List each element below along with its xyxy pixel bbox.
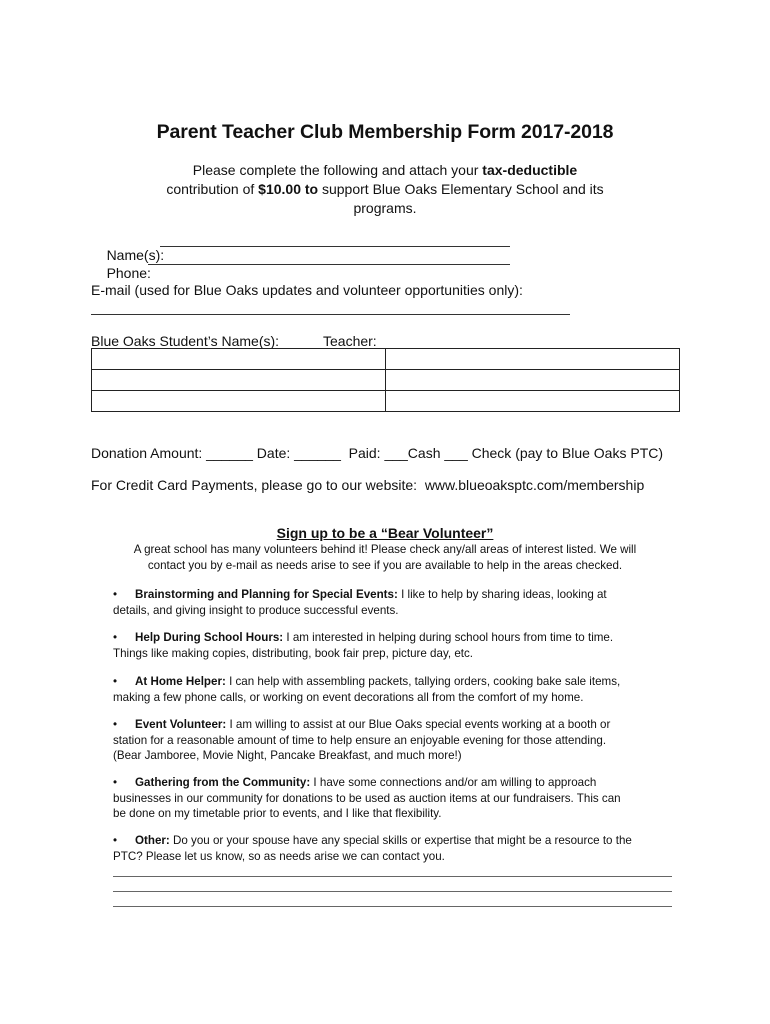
teacher-label: Teacher: (323, 333, 377, 349)
other-answer-line[interactable] (113, 906, 672, 907)
names-field[interactable] (160, 232, 510, 247)
volunteer-item-text: PTC? Please let us know, so as needs arise we can contact you. (113, 849, 445, 863)
volunteer-item-title: Brainstorming and Planning for Special Events: (135, 588, 398, 601)
volunteer-intro-line: A great school has many volunteers behind it! Please check any/all areas of interest listed. We will (133, 543, 637, 556)
teacher-cell[interactable] (386, 370, 680, 391)
intro-text: support Blue Oaks Elementary School and its (318, 181, 604, 197)
credit-card-line: For Credit Card Payments, please go to our website: www.blueoaksptc.com/membership (91, 477, 645, 493)
teacher-cell[interactable] (386, 391, 680, 412)
phone-field[interactable] (148, 250, 510, 265)
student-name-cell[interactable] (92, 370, 386, 391)
donation-line: Donation Amount: ______ Date: ______ Paid: ___Cash ___ Check (pay to Blue Oaks PTC) (91, 445, 664, 461)
volunteer-heading: Sign up to be a “Bear Volunteer” (276, 525, 494, 541)
form-title: Parent Teacher Club Membership Form 2017-2018 (156, 121, 614, 143)
table-row (92, 391, 680, 412)
bullet-icon: • (113, 675, 118, 688)
bullet-icon: • (113, 718, 118, 731)
phone-label: Phone: (106, 265, 151, 281)
student-name-cell[interactable] (92, 391, 386, 412)
names-label: Name(s): (106, 247, 165, 263)
volunteer-item-title: Gathering from the Community: (135, 776, 311, 789)
volunteer-item-title: Help During School Hours: (135, 631, 284, 644)
volunteer-item-event-volunteer[interactable] (113, 717, 683, 764)
volunteer-item-text: (Bear Jamboree, Movie Night, Pancake Breakfast, and much more!) (113, 749, 462, 762)
intro-text: programs. (353, 200, 417, 216)
bullet-icon: • (113, 588, 118, 601)
intro-text: contribution of (166, 181, 259, 197)
volunteer-item-title: Event Volunteer: (135, 718, 227, 731)
volunteer-item-text: I am willing to assist at our Blue Oaks special events working at a booth or (226, 718, 611, 731)
volunteer-item-text: station for a reasonable amount of time to help ensure an enjoyable evening for those attending. (113, 733, 607, 747)
volunteer-item-text: Do you or your spouse have any special skills or expertise that might be a resource to the (169, 834, 632, 847)
volunteer-item-text: be done on my timetable prior to events, and I like that flexibility. (113, 807, 442, 820)
table-row (92, 349, 680, 370)
volunteer-item-text: I have some connections and/or am willing to approach (310, 776, 597, 789)
email-label: E-mail (used for Blue Oaks updates and volunteer opportunities only): (91, 282, 523, 298)
volunteer-intro (105, 542, 665, 573)
volunteer-item-text: businesses in our community for donations to be used as auction items at our fundraisers. This can (113, 791, 621, 805)
bullet-icon: • (113, 834, 118, 847)
volunteer-item-title: Other: (135, 834, 170, 847)
teacher-cell[interactable] (386, 349, 680, 370)
student-name-cell[interactable] (92, 349, 386, 370)
volunteer-item-text: details, and giving insight to produce successful events. (113, 603, 399, 617)
students-label: Blue Oaks Student’s Name(s): (91, 333, 280, 349)
volunteer-intro-line: contact you by e-mail as needs arise to see if you are available to help in the areas checked. (147, 558, 623, 572)
volunteer-item-title: At Home Helper: (135, 675, 226, 688)
volunteer-item-brainstorming[interactable] (113, 587, 683, 618)
volunteer-item-text: Things like making copies, distributing, book fair prep, picture day, etc. (113, 646, 474, 660)
volunteer-item-text: I can help with assembling packets, tallying orders, cooking bake sale items, (225, 675, 621, 688)
form-intro (130, 161, 640, 218)
other-answer-line[interactable] (113, 891, 672, 892)
volunteer-item-text: I am interested in helping during school hours from time to time. (283, 631, 614, 644)
volunteer-item-other[interactable] (113, 833, 683, 864)
bullet-icon: • (113, 631, 118, 644)
volunteer-item-community[interactable] (113, 775, 683, 822)
volunteer-item-school-hours[interactable] (113, 630, 683, 661)
volunteer-item-home-helper[interactable] (113, 674, 683, 705)
intro-text: Please complete the following and attach your (192, 162, 483, 178)
intro-emphasis: tax-deductible (482, 162, 578, 178)
students-table (91, 348, 680, 412)
table-row (92, 370, 680, 391)
bullet-icon: • (113, 776, 118, 789)
volunteer-item-text: I like to help by sharing ideas, looking at (397, 588, 607, 601)
intro-amount: $10.00 to (258, 181, 319, 197)
other-answer-line[interactable] (113, 876, 672, 877)
email-field[interactable] (91, 300, 570, 315)
volunteer-item-text: making a few phone calls, or working on event decorations all from the comfort of my home. (113, 690, 584, 704)
